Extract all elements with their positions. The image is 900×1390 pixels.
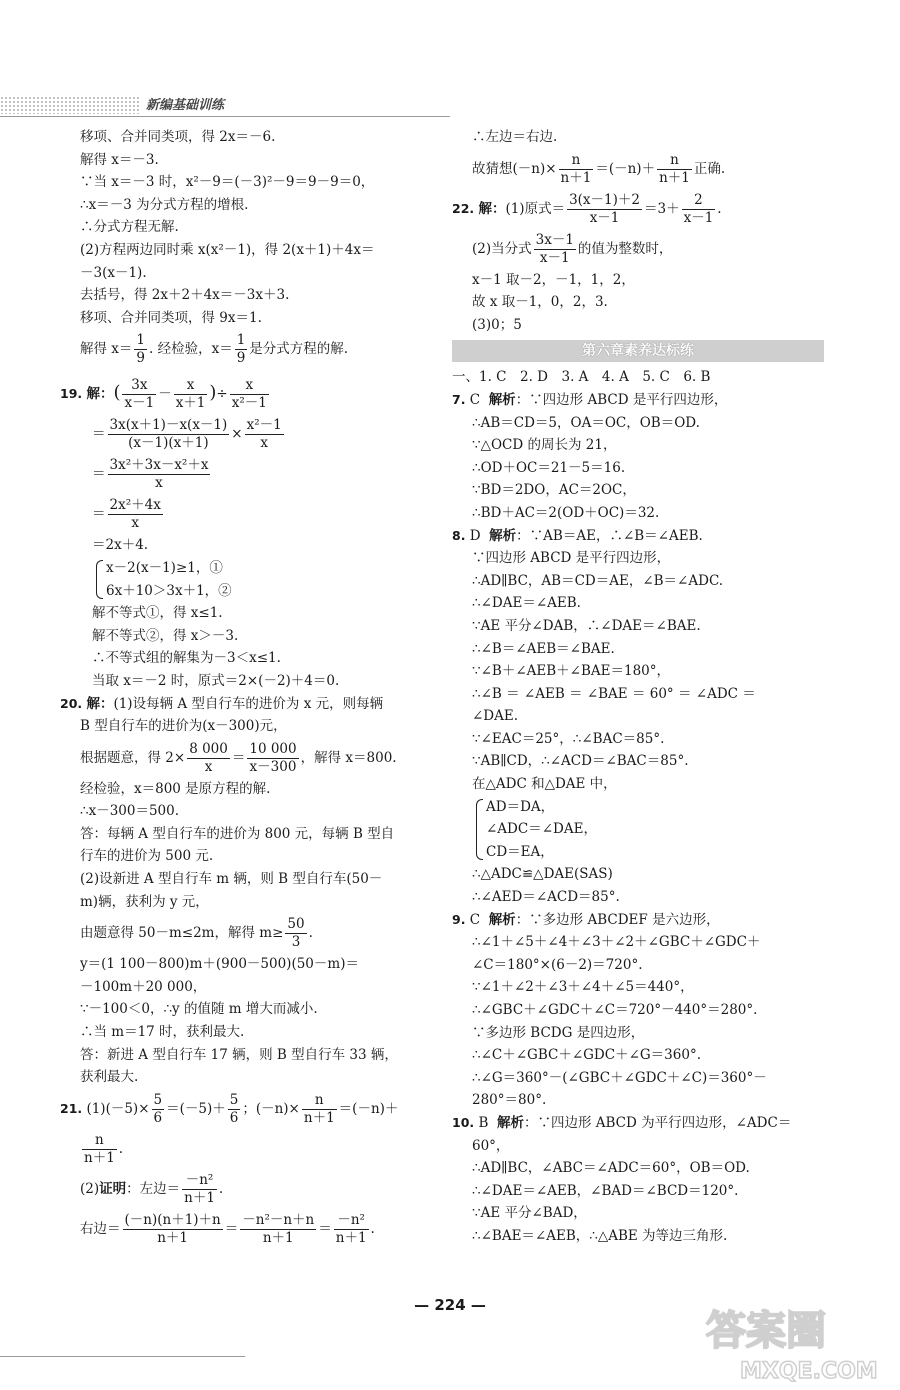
- analysis-label: 解析: [496, 1114, 524, 1131]
- fraction: [108, 457, 211, 492]
- solution-line: ∵AE 平分∠BAD，: [472, 1205, 587, 1222]
- solution-line: ∴△ADC≌△DAE(SAS): [472, 866, 613, 883]
- solution-line: [452, 229, 824, 269]
- numerator: n: [302, 1092, 337, 1110]
- denominator: x－1: [589, 209, 620, 226]
- analysis-label: 解析: [488, 391, 516, 408]
- solution-line: －100m＋20 000，: [80, 978, 207, 995]
- page-number-value: 224: [434, 1296, 466, 1314]
- denominator: n＋1: [560, 169, 592, 186]
- question-number: 8.: [452, 527, 466, 543]
- fraction: [108, 417, 230, 452]
- solution-line: ∴左边＝右边.: [472, 129, 558, 145]
- solution-line: B 型自行车的进价为(x－300)元，: [80, 718, 287, 735]
- solution-line: [60, 738, 432, 778]
- solution-line: 获利最大.: [80, 1069, 139, 1086]
- denominator: x－300: [249, 758, 297, 775]
- numerator: 3(x－1)＋2: [569, 191, 640, 208]
- numerator: x²－1: [246, 417, 282, 434]
- solution-line: 280°＝80°.: [472, 1092, 547, 1109]
- solution-line: 移项、合并同类项，得 2x＝－6.: [80, 129, 276, 145]
- text: 正确.: [693, 160, 726, 177]
- question-21: [60, 1089, 432, 1129]
- solution-line: ∴∠GBC＋∠GDC＋∠C＝720°－440°＝280°.: [472, 1002, 758, 1018]
- text: .: [717, 200, 722, 217]
- text: (1)原式＝: [505, 200, 566, 217]
- numerator: 5: [153, 1091, 163, 1108]
- solution-line: x－1 取－2，－1，1，2，: [472, 271, 635, 288]
- fraction: [534, 232, 576, 267]
- solution-label: 解：: [86, 386, 114, 403]
- analysis-label: 解析: [488, 911, 516, 928]
- solution-line: ∴不等式组的解集为－3＜x≤1.: [92, 650, 281, 667]
- text: 右边＝: [80, 1220, 121, 1237]
- denominator: x: [260, 435, 268, 452]
- solution-line: ∵AE 平分∠DAB，∴∠DAE＝∠BAE.: [472, 617, 701, 634]
- question-7: [452, 389, 824, 412]
- text: ，解得 x＝800.: [300, 749, 397, 766]
- numerator: x: [230, 377, 269, 395]
- numerator: 3x²＋3x－x²＋x: [109, 457, 209, 474]
- condition: AD＝DA，: [486, 798, 555, 815]
- numerator: n: [82, 1132, 117, 1150]
- fraction: [182, 1172, 217, 1207]
- analysis-label: 解析: [489, 527, 517, 544]
- denominator: 6: [153, 1109, 163, 1126]
- inequality-system: [60, 557, 432, 602]
- solution-line: ∵四边形 ABCD 是平行四边形，: [472, 550, 671, 567]
- solution-line: ∵∠1＋∠2＋∠3＋∠4＋∠5＝440°，: [472, 979, 694, 996]
- solution-line: ∵当 x＝－3 时，x²－9＝(－3)²－9＝9－9＝0，: [80, 174, 375, 191]
- solution-line: ∴∠1＋∠5＋∠4＋∠3＋∠2＋∠GBC＋∠GDC＋: [472, 934, 761, 951]
- solution-line: [60, 329, 432, 369]
- numerator: －n²: [182, 1172, 217, 1190]
- solution-line: (2)方程两边同时乘 x(x²－1)，得 2(x＋1)＋4x＝: [80, 241, 375, 258]
- denominator: n＋1: [84, 1149, 115, 1166]
- solution-line: ∴AD∥BC，∠ABC＝∠ADC＝60°，OB＝OD.: [472, 1160, 750, 1177]
- footer-rule: [0, 1356, 245, 1357]
- numerator: 3x－1: [535, 231, 574, 248]
- numerator: 5: [229, 1091, 239, 1108]
- solution-line: ∵－100＜0，∴y 的值随 m 增大而减小.: [80, 1001, 318, 1018]
- condition: ∠ADC＝∠DAE，: [486, 821, 597, 838]
- solution-line: 解不等式②，得 x＞－3.: [92, 627, 239, 644]
- solution-line: ＝2x＋4.: [92, 537, 149, 554]
- numerator: 8 000: [189, 740, 228, 757]
- text: 是分式方程的解.: [249, 341, 349, 358]
- numerator: n: [559, 152, 594, 170]
- brace-group: [472, 796, 824, 864]
- answer-letter: C: [469, 391, 481, 408]
- denominator: (x－1)(x＋1): [128, 435, 209, 452]
- solution-line: [452, 149, 824, 189]
- fraction: [567, 192, 642, 227]
- text: ：∵多边形 ABCDEF 是六边形，: [515, 911, 720, 928]
- numerator: 1: [136, 332, 145, 349]
- solution-line: 解得 x＝－3.: [80, 151, 159, 168]
- brace-group: [92, 557, 432, 602]
- fraction: [302, 1092, 337, 1127]
- denominator: x: [204, 758, 213, 775]
- operator: ×: [231, 426, 243, 443]
- operator: ＝: [92, 466, 106, 483]
- question-number: 10.: [452, 1114, 475, 1130]
- solution-line: 经检验，x＝800 是原方程的解.: [80, 780, 271, 797]
- fraction: [559, 152, 594, 187]
- solution-line: (3)0；5: [472, 316, 522, 333]
- solution-line: ∴∠BAE＝∠AEB，∴△ABE 为等边三角形.: [472, 1227, 728, 1244]
- numerator: 1: [236, 332, 246, 349]
- answer-letter: C: [469, 911, 481, 928]
- denominator: x²－1: [231, 395, 267, 412]
- solution-line: ∵△OCD 的周长为 21，: [472, 437, 617, 454]
- solution-line: 解不等式①，得 x≤1.: [92, 605, 223, 622]
- operator: ＝: [92, 506, 106, 523]
- right-column: [452, 126, 824, 1248]
- header-rule: [0, 116, 450, 117]
- solution-line: [60, 1169, 432, 1209]
- solution-line: ∴∠AED＝∠ACD＝85°.: [472, 889, 620, 906]
- page-number: — 224 —: [414, 1296, 486, 1314]
- solution-line: 60°，: [472, 1137, 510, 1154]
- text: .: [370, 1220, 375, 1237]
- fraction: [245, 417, 284, 452]
- text: ＝(－n)＋: [595, 160, 656, 177]
- watermark-url: MXQE.COM: [740, 1359, 878, 1384]
- solution-line: ∴∠DAE＝∠AEB，∠BAD＝∠BCD＝120°.: [472, 1182, 739, 1199]
- solution-line: ∠C＝180°×(6－2)＝720°.: [472, 956, 643, 973]
- chapter-banner: 第六章素养达标练: [452, 340, 824, 362]
- solution-line: ∴BD＋AC＝2(OD＋OC)＝32.: [472, 504, 660, 521]
- denominator: n＋1: [262, 1229, 294, 1246]
- solution-line: [60, 913, 432, 953]
- text: (2)当分式: [472, 240, 532, 257]
- solution-line: 在△ADC 和△DAE 中，: [472, 776, 617, 793]
- operator: ＝: [224, 1220, 239, 1237]
- fraction: [285, 916, 306, 951]
- numerator: 3x(x＋1)－x(x－1): [109, 417, 228, 434]
- fraction: [247, 741, 298, 776]
- text: 解得 x＝: [80, 341, 133, 358]
- denominator: x－1: [124, 395, 155, 412]
- solution-line: [60, 454, 432, 494]
- text: . 经检验，x＝: [149, 341, 233, 358]
- numerator: 10 000: [249, 740, 297, 757]
- inequality: x－2(x－1)≥1，①: [106, 559, 223, 576]
- solution-line: ∴AD∥BC，AB＝CD＝AE，∠B＝∠ADC.: [472, 572, 724, 589]
- fraction: [682, 192, 716, 227]
- solution-line: 故 x 取－1，0，2，3.: [472, 294, 608, 311]
- denominator: x: [131, 515, 139, 532]
- numerator: x: [174, 377, 208, 395]
- solution-line: ∵多边形 BCDG 是四边形，: [472, 1024, 645, 1041]
- question-number: 19.: [60, 386, 83, 402]
- solution-line: ∵∠B＋∠AEB＋∠BAE＝180°，: [472, 663, 671, 680]
- denominator: n＋1: [157, 1229, 189, 1246]
- denominator: x＋1: [175, 395, 206, 412]
- text: 的值为整数时，: [577, 240, 673, 257]
- question-number: 9.: [452, 911, 466, 927]
- text: 根据题意，得 2×: [80, 749, 186, 766]
- text: ：∵四边形 ABCD 是平行四边形，: [515, 391, 728, 408]
- operator: ＝: [231, 749, 246, 766]
- solution-line: ∴x＝－3 为分式方程的增根.: [80, 196, 249, 213]
- solution-line: ∴∠B ＝ ∠AEB ＝ ∠BAE ＝ 60° ＝ ∠ADC ＝: [472, 685, 756, 702]
- question-8: [452, 525, 824, 548]
- solution-line: 行车的进价为 500 元.: [80, 848, 214, 865]
- numerator: 3x: [122, 377, 156, 395]
- solution-line: (2)设新进 A 型自行车 m 辆，则 B 型自行车(50－: [80, 871, 383, 888]
- operator: ÷: [216, 386, 228, 403]
- solution-line: [60, 1209, 432, 1249]
- answer-letter: B: [478, 1114, 489, 1131]
- solution-label: 解：: [478, 200, 506, 217]
- denominator: x－1: [539, 249, 570, 266]
- congruence-conditions: [452, 796, 824, 864]
- text: ；(－n)×: [242, 1100, 300, 1117]
- text: ：∵AB＝AE，∴∠B＝∠AEB.: [516, 527, 703, 544]
- solution-line: [60, 1129, 432, 1169]
- denominator: 9: [136, 350, 145, 367]
- solution-line: －3(x－1).: [80, 264, 147, 281]
- question-number: 7.: [452, 391, 466, 407]
- text: ＝3＋: [644, 200, 680, 217]
- solution-line: ∴∠DAE＝∠AEB.: [472, 595, 581, 612]
- numerator: －n²: [334, 1212, 369, 1230]
- proof-label: 证明: [99, 1180, 127, 1197]
- numerator: n: [657, 152, 692, 170]
- solution-line: ∵AB∥CD，∴∠ACD＝∠BAC＝85°.: [472, 753, 689, 770]
- fraction: [123, 1212, 223, 1247]
- text: (2): [80, 1180, 100, 1197]
- text: (1)(－5)×: [86, 1100, 150, 1117]
- question-22: [452, 189, 824, 229]
- fraction: [228, 1092, 241, 1127]
- book-series-title: 新编基础训练: [146, 98, 225, 113]
- denominator: 3: [291, 934, 301, 951]
- text: 故猜想(－n)×: [472, 160, 557, 177]
- question-number: 21.: [60, 1100, 83, 1116]
- solution-line: m)辆，获利为 y 元，: [80, 893, 209, 910]
- solution-line: 答：新进 A 型自行车 17 辆，则 B 型自行车 33 辆，: [80, 1046, 398, 1063]
- fraction: [174, 377, 208, 412]
- operator: ＝: [318, 1220, 332, 1237]
- fraction: [230, 377, 269, 412]
- solution-line: ∴当 m＝17 时，获利最大.: [80, 1024, 245, 1041]
- fraction: [334, 1212, 369, 1247]
- denominator: n＋1: [184, 1189, 215, 1206]
- fraction: [187, 741, 230, 776]
- fraction: [122, 377, 156, 412]
- text: ＝(－5)＋: [166, 1100, 226, 1117]
- left-column: [60, 126, 432, 1249]
- fraction: [657, 152, 692, 187]
- question-number: 22.: [452, 200, 475, 216]
- solution-line: ∠DAE.: [472, 708, 519, 725]
- solution-line: y＝(1 100－800)m＋(900－500)(50－m)＝: [80, 956, 359, 973]
- solution-line: ∴∠G＝360°－(∠GBC＋∠GDC＋∠C)＝360°－: [472, 1069, 767, 1086]
- denominator: 6: [229, 1109, 239, 1126]
- text: .: [218, 1180, 224, 1197]
- denominator: x－1: [683, 209, 714, 226]
- numerator: 2: [682, 192, 716, 210]
- solution-line: ∴x－300＝500.: [80, 803, 180, 820]
- numerator: 50: [287, 916, 305, 933]
- question-number: 20.: [60, 695, 83, 711]
- question-10: [452, 1112, 824, 1135]
- solution-line: [60, 494, 432, 534]
- denominator: 9: [236, 350, 246, 367]
- solution-line: 移项、合并同类项，得 9x＝1.: [80, 309, 262, 326]
- solution-label: 解：: [86, 695, 114, 712]
- solution-line: ∴∠C＋∠GBC＋∠GDC＋∠G＝360°.: [472, 1047, 701, 1064]
- text: ：左边＝: [126, 1180, 181, 1197]
- operator: －: [158, 386, 172, 403]
- fraction: [108, 497, 163, 532]
- text: ＝(－n)＋: [338, 1100, 399, 1117]
- question-19: 19. 解：( $\frac{3x}{x-1}$ － $\frac{x}{x+1}$ )÷ $\frac{x}{\text{x²－1}}$: [60, 377, 267, 412]
- fraction: [134, 332, 147, 367]
- solution-line: ∴AB＝CD＝5，OA＝OC，OB＝OD.: [472, 414, 700, 431]
- solution-line: 去括号，得 2x＋2＋4x＝－3x＋3.: [80, 287, 290, 304]
- fraction: [152, 1092, 165, 1127]
- numerator: (－n)(n＋1)＋n: [124, 1211, 221, 1228]
- fraction: [235, 332, 248, 367]
- question-9: [452, 909, 824, 932]
- solution-line: ∴OD＋OC＝21－5＝16.: [472, 459, 626, 476]
- solution-line: ∴∠B＝∠AEB＝∠BAE.: [472, 640, 615, 657]
- solution-line: [60, 414, 432, 454]
- fraction: [240, 1212, 316, 1247]
- condition: CD＝EA，: [486, 843, 554, 860]
- operator: ＝: [92, 426, 106, 443]
- solution-line: ∵∠EAC＝25°，∴∠BAC＝85°.: [472, 730, 665, 747]
- fraction: [82, 1132, 117, 1167]
- text: .: [308, 925, 313, 942]
- answer-letter: D: [469, 527, 481, 544]
- header-dot-strip: [0, 96, 140, 114]
- text: (1)设每辆 A 型自行车的进价为 x 元，则每辆: [113, 695, 384, 712]
- denominator: n＋1: [659, 169, 690, 186]
- denominator: n＋1: [303, 1109, 335, 1126]
- watermark-text: 答案圈: [706, 1308, 826, 1354]
- inequality: 6x＋10＞3x＋1，②: [106, 582, 232, 599]
- question-20: [60, 693, 432, 716]
- solution-line: ∵BD＝2DO，AC＝2OC，: [472, 482, 636, 499]
- numerator: 2x²＋4x: [109, 497, 161, 514]
- text: 由题意得 50－m≤2m，解得 m≥: [80, 925, 284, 942]
- solution-line: 当取 x＝－2 时，原式＝2×(－2)＋4＝0.: [92, 672, 340, 689]
- denominator: n＋1: [335, 1229, 367, 1246]
- watermark-logo: [700, 1300, 890, 1385]
- text: .: [118, 1140, 124, 1157]
- numerator: －n²－n＋n: [242, 1211, 315, 1228]
- denominator: x: [155, 475, 163, 492]
- solution-line: ∴分式方程无解.: [80, 219, 179, 236]
- text: ：∵四边形 ABCD 为平行四边形，∠ADC＝: [523, 1114, 792, 1131]
- multiple-choice-answers: 一、1. C 2. D 3. A 4. A 5. C 6. B: [452, 369, 711, 386]
- solution-line: 答：每辆 A 型自行车的进价为 800 元，每辆 B 型自: [80, 825, 395, 842]
